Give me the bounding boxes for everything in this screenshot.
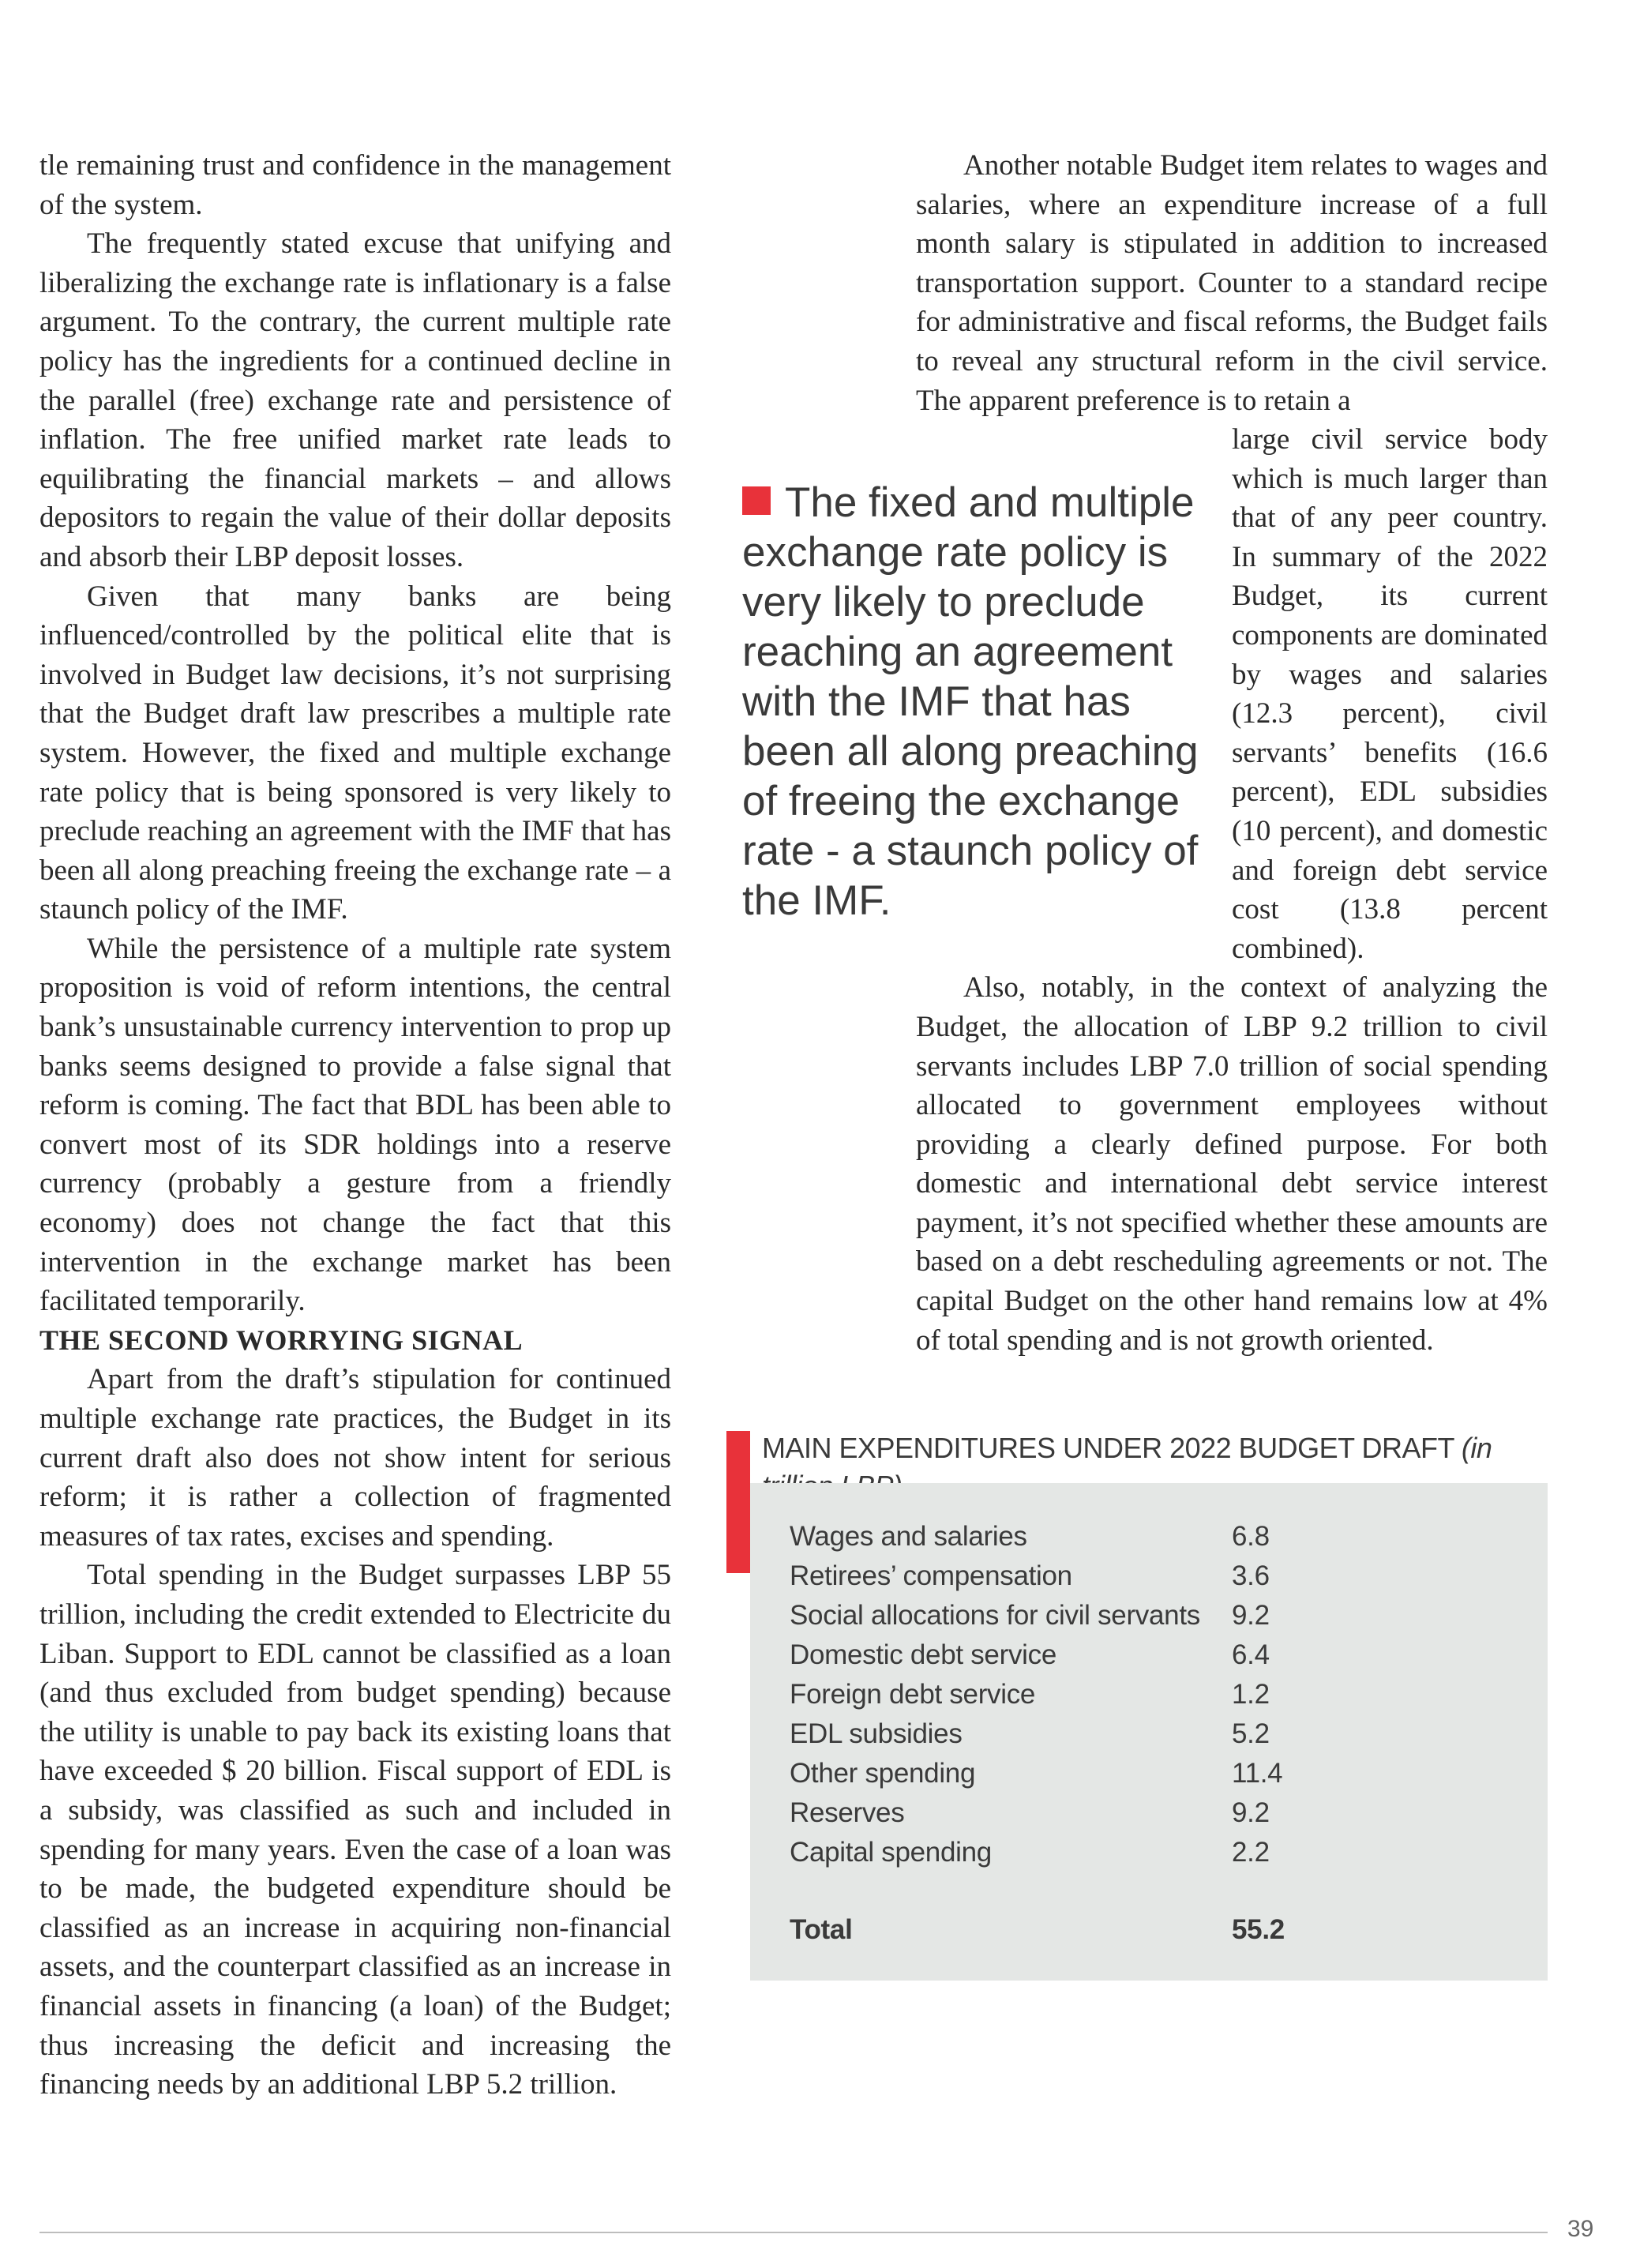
red-square-icon [742, 486, 771, 515]
row-value: 11.4 [1232, 1758, 1283, 1789]
paragraph: Another notable Budget item relates to wages and salaries, where an expenditure increase of a full month salary is stipulated in addition to increased transportation support. Counter to a standard recipe for administrative and fiscal reforms, the Budget fails to reveal any structural reform in the civil service. The apparent preference is to retain a [916, 149, 1548, 417]
pull-quote-text: The fixed and multiple exchange rate policy is very likely to preclude reaching an agreement with the IMF that has been all along preaching of freeing the exchange rate - a staunch policy of the IMF. [742, 479, 1199, 924]
paragraph: The frequently stated excuse that unifying and liberalizing the exchange rate is inflationary is a false argument. To the contrary, the current multiple rate policy has the ingredients for a continued decline in the parallel (free) exchange rate and persistence of inflation. The free unified market rate leads to equilibrating the financial markets – and allows depositors to regain the value of their dollar deposits and absorb their LBP deposit losses. [39, 227, 671, 573]
row-label: Domestic debt service [790, 1639, 1056, 1670]
row-label: Foreign debt service [790, 1679, 1036, 1710]
row-value: 1.2 [1232, 1679, 1270, 1710]
row-label: Social allocations for civil servants [790, 1600, 1200, 1631]
row-value: 3.6 [1232, 1560, 1270, 1591]
table-unit: (in [1461, 1432, 1492, 1464]
paragraph: large civil service body which is much larger than that of any peer country. In summary of the 2022 Budget, its current components are dominated by wages and salaries (12.3 percent), civil servants’ benefits (16.6 percent), EDL subsidies (10 percent), and domestic and foreign debt service cost (13.8 percent combined). [1232, 423, 1548, 965]
paragraph: Given that many banks are being influenced/controlled by the political elite that is involved in Budget law decisions, it’s not surprising that the Budget draft law prescribes a multiple rate system. However, the fixed and multiple exchange rate policy that is being sponsored is very likely to preclude reaching an agreement with the IMF that has been all along preaching freeing the exchange rate – a staunch policy of the IMF. [39, 580, 671, 926]
row-label: EDL subsidies [790, 1718, 963, 1749]
paragraph: While the persistence of a multiple rate system proposition is void of reform intentions, the central bank’s unsustainable currency intervention to prop up banks seems designed to provide a false signal that reform is coming. The fact that BDL has been able to convert most of its SDR holdings into a reserve currency (probably a gesture from a friendly economy) does not change the fact that this intervention in the exchange market has been facilitated temporarily. [39, 932, 671, 1318]
row-label: Other spending [790, 1758, 976, 1789]
left-column [39, 146, 671, 2105]
row-label: Wages and salaries [790, 1521, 1027, 1552]
page-number: 39 [1567, 2216, 1594, 2242]
table-accent-bar [726, 1431, 750, 1573]
row-value: 5.2 [1232, 1718, 1270, 1749]
paragraph: tle remaining trust and confidence in the management of the system. [39, 149, 671, 221]
row-value: 9.2 [1232, 1797, 1270, 1828]
table-title-text: MAIN EXPENDITURES UNDER 2022 BUDGET DRAFT [762, 1432, 1454, 1464]
row-value: 9.2 [1232, 1600, 1270, 1631]
pull-quote [742, 478, 1200, 926]
row-value: 2.2 [1232, 1837, 1270, 1868]
right-column-top [916, 146, 1548, 420]
paragraph: Apart from the draft’s stipulation for continued multiple exchange rate practices, the Budget in its current draft also does not show intent for serious reform; it is rather a collection of fragmented measures of tax rates, excises and spending. [39, 1363, 671, 1553]
section-heading: THE SECOND WORRYING SIGNAL [39, 1324, 524, 1356]
row-label: Capital spending [790, 1837, 992, 1868]
row-value: 6.4 [1232, 1639, 1270, 1670]
total-label: Total [790, 1914, 853, 1945]
row-value: 6.8 [1232, 1521, 1270, 1552]
paragraph: Also, notably, in the context of analyzing the Budget, the allocation of LBP 9.2 trillion to civil servants includes LBP 7.0 trillion of social spending allocated to government employees without providing a clearly defined purpose. For both domestic and international debt service interest payment, it’s not specified whether these amounts are based on a debt rescheduling agreements or not. The capital Budget on the other hand remains low at 4% of total spending and is not growth oriented. [916, 971, 1548, 1357]
row-label: Reserves [790, 1797, 905, 1828]
total-value: 55.2 [1232, 1914, 1285, 1945]
paragraph: Total spending in the Budget surpasses LBP 55 trillion, including the credit extended to Electricite du Liban. Support to EDL cannot be classified as a loan (and thus excluded from budget spending) because the utility is unable to pay back its existing loans that have exceeded $ 20 billion. Fiscal support of EDL is a subsidy, was classified as such and included in spending for many years. Even the case of a loan was to be made, the budgeted expenditure should be classified as an increase in acquiring non-financial assets, and the counterpart classified as an increase in financial assets in financing (a loan) of the Budget; thus increasing the deficit and increasing the financing needs by an additional LBP 5.2 trillion. [39, 1559, 671, 2101]
footer-rule [39, 2232, 1548, 2233]
row-label: Retirees’ compensation [790, 1560, 1072, 1591]
